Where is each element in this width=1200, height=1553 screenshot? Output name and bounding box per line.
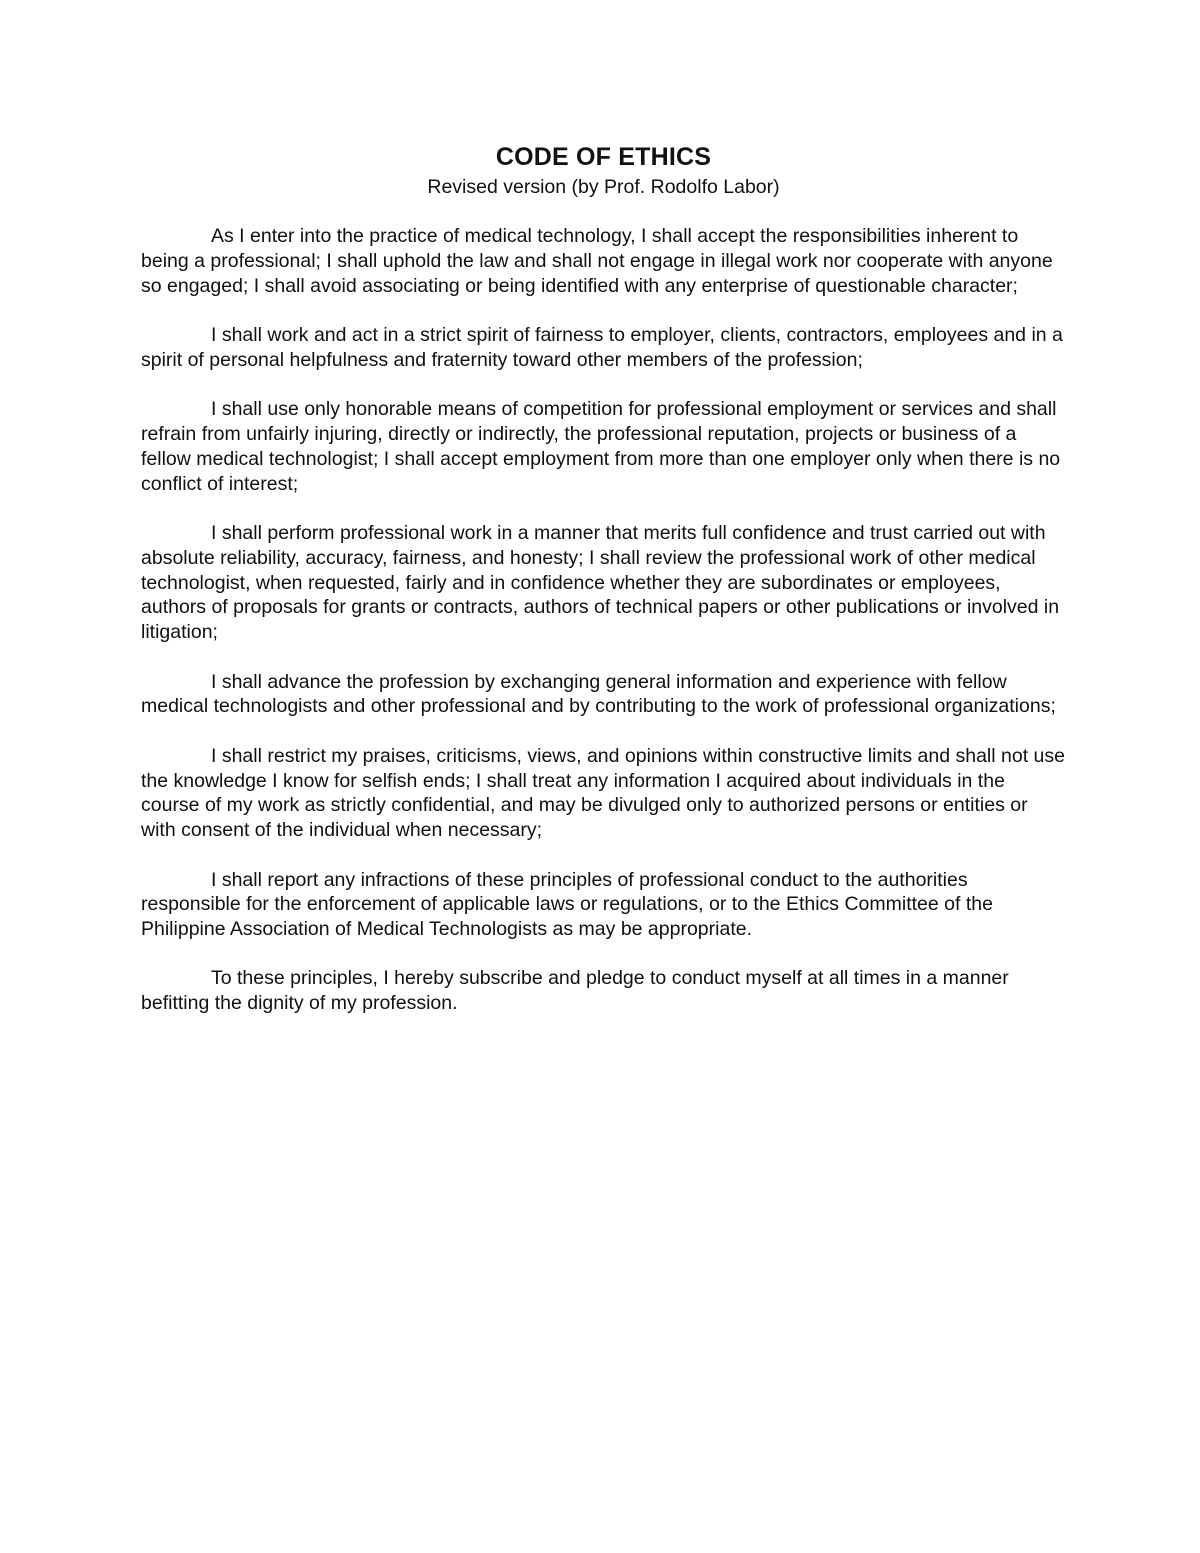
document-title: CODE OF ETHICS — [495, 143, 712, 171]
paragraph-5: I shall advance the profession by exchanging general information and experience with fellow medical technologists and other professional and by contributing to the work of professional organizations; — [141, 670, 1056, 718]
paragraph-3: I shall use only honorable means of competition for professional employment or services and shall refrain from unfairly injuring, directly or indirectly, the professional reputation, projects or business of a fellow medical technologist; I shall accept employment from more than one employer only when there is no conflict of interest; — [141, 398, 1061, 495]
paragraph-1: As I enter into the practice of medical technology, I shall accept the responsibilities inherent to being a professional; I shall uphold the law and shall not engage in illegal work nor cooperate with anyone so engaged; I shall avoid associating or being identified with any enterprise of questionable character; — [141, 225, 1053, 297]
paragraph-6: I shall restrict my praises, criticisms, views, and opinions within constructive limits and shall not use the knowledge I know for selfish ends; I shall treat any information I acquired about individuals in the course of my work as strictly confidential, and may be divulged only to authorized persons or entities or with consent of the individual when necessary; — [141, 744, 1065, 842]
document-body — [141, 142, 1066, 1016]
paragraph-7: I shall report any infractions of these principles of professional conduct to the authorities responsible for the enforcement of applicable laws or regulations, or to the Ethics Committee of the Philippine Association of Medical Technologists as may be appropriate. — [141, 868, 993, 941]
paragraph-4: I shall perform professional work in a manner that merits full confidence and trust carried out with absolute reliability, accuracy, fairness, and honesty; I shall review the professional work of other medical technologist, when requested, fairly and in confidence whether they are subordinates or employees, authors of proposals for grants or contracts, authors of technical papers or other publications or involved in litigation; — [141, 521, 1060, 644]
paragraph-8: To these principles, I hereby subscribe and pledge to conduct myself at all times in a manner befitting the dignity of my profession. — [141, 967, 1009, 1015]
document-subtitle: Revised version (by Prof. Rodolfo Labor) — [427, 176, 780, 198]
paragraph-2: I shall work and act in a strict spirit of fairness to employer, clients, contractors, employees and in a spirit of personal helpfulness and fraternity toward other members of the profession; — [141, 323, 1063, 371]
